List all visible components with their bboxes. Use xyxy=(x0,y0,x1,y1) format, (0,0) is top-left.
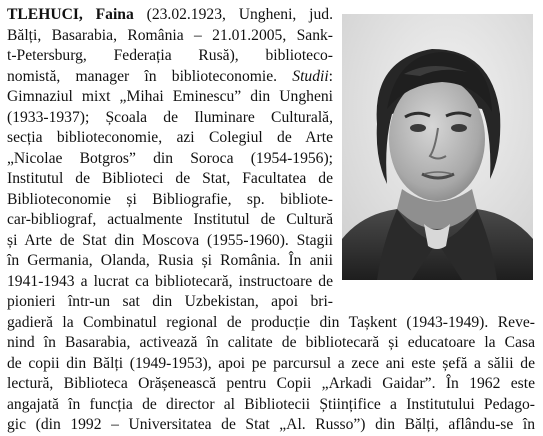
text-segment: Biblioteconomie și Bibliografie, sp. bibliote- xyxy=(7,190,333,208)
text-segment: nomistă, manager în biblioteconomie. xyxy=(7,67,293,85)
text-segment: secția biblioteconomie, azi Colegiul de Arte xyxy=(7,129,333,146)
text-line xyxy=(7,190,333,210)
text-segment: lectură, Biblioteca Orășenească pentru Copii „Arkadi Gaidar”. În 1962 este xyxy=(7,375,535,392)
text-line xyxy=(7,108,333,128)
text-segment: „Nicolae Botgros” din Soroca (1954-1956); xyxy=(7,149,333,167)
text-segment: nind în Basarabia, activează în calitate de bibliotecară și educatoare la Casa xyxy=(7,334,535,351)
text-segment: t-Petersburg, Federația Rusă), biblioteco- xyxy=(7,47,333,64)
text-segment: Gimnaziul mixt „Mihai Eminescu” din Ungheni xyxy=(7,88,333,105)
text-line xyxy=(7,415,535,435)
studies-label: Studii xyxy=(292,67,329,85)
text-line xyxy=(7,313,535,333)
text-line xyxy=(7,272,333,292)
text-segment: Bălți, Basarabia, România – 21.01.2005, Sank- xyxy=(7,26,333,44)
text-segment: 1941-1943 a lucrat ca bibliotecară, instructoare de xyxy=(7,272,333,290)
text-line xyxy=(7,354,535,374)
portrait-photo-icon xyxy=(342,14,533,280)
text-line xyxy=(7,251,333,271)
text-line xyxy=(7,231,333,251)
text-segment: car-bibliograf, actualmente Institutul de Cultură xyxy=(7,211,333,228)
entry-name: TLEHUCI, Faina xyxy=(7,6,134,23)
text-line xyxy=(7,26,333,46)
text-segment: Institutul de Biblioteci de Stat, Facultatea de xyxy=(7,170,333,187)
text-segment: angajată în funcția de director al Bibliotecii Științifice a Institutului Pedago- xyxy=(7,395,535,413)
text-segment: de copii din Bălți (1949-1953), apoi pe parcursul a zece ani este șefă a sălii de xyxy=(7,354,535,372)
text-segment: (23.02.1923, Ungheni, jud. xyxy=(133,6,333,23)
text-segment: pionieri într-un sat din Uzbekistan, apoi bri- xyxy=(7,293,333,310)
text-segment: gadieră la Combinatul regional de producție din Tașkent (1943-1949). Reve- xyxy=(7,313,535,331)
text-line xyxy=(7,292,333,312)
text-segment: (1933-1937); Școala de Iluminare Culturală, xyxy=(7,108,333,126)
text-line xyxy=(7,374,535,394)
text-line xyxy=(7,67,333,87)
text-line xyxy=(7,169,333,189)
text-line xyxy=(7,128,333,148)
text-line xyxy=(7,395,535,415)
text-line xyxy=(7,5,333,25)
text-segment: gic (din 1992 – Universitatea de Stat „Al. Russo”) din Bălți, aflându-se în xyxy=(7,416,535,433)
text-line xyxy=(7,210,333,230)
text-segment: în Germania, Olanda, Rusia și România. În anii xyxy=(7,252,333,269)
text-line xyxy=(7,87,333,107)
text-segment: : xyxy=(328,67,333,85)
text-line xyxy=(7,46,333,66)
text-line xyxy=(7,149,333,169)
text-line xyxy=(7,333,535,353)
portrait-photo xyxy=(342,14,533,280)
text-segment: și Arte de Stat din Moscova (1955-1960). Stagii xyxy=(7,231,333,249)
